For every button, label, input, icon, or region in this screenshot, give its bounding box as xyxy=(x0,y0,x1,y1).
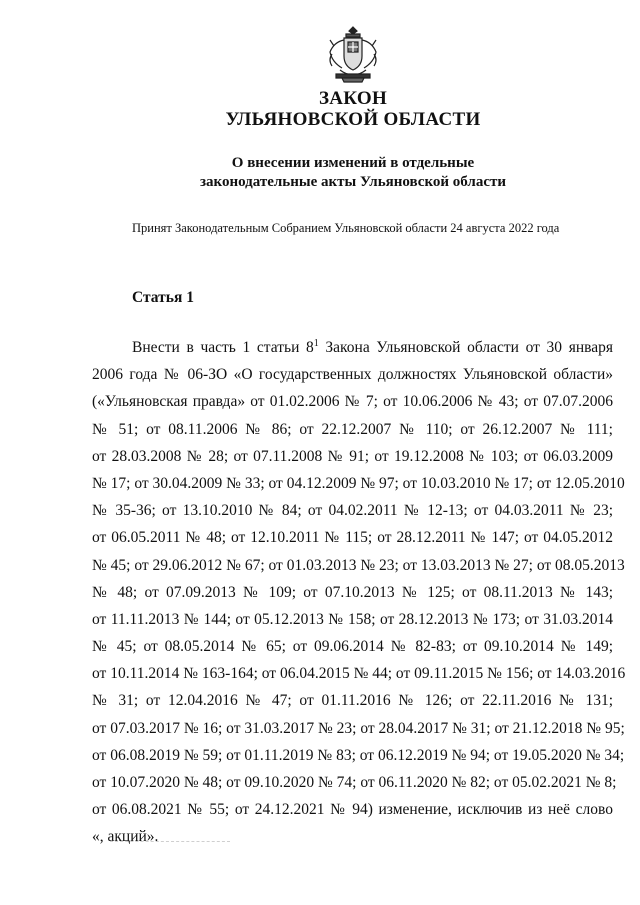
article-line: № 31; от 12.04.2016 № 47; от 01.11.2016 № 126; от 22.11.2016 № 131; xyxy=(92,692,613,710)
article-line: от 28.03.2008 № 28; от 07.11.2008 № 91; от 19.12.2008 № 103; от 06.03.2009 xyxy=(92,447,613,465)
article-line-first-end: Закона Ульяновской области от 30 января xyxy=(318,339,613,356)
article-number-superscript: 1 xyxy=(313,338,319,349)
article-line: от 06.08.2019 № 59; от 01.11.2019 № 83; от 06.12.2019 № 94; от 19.05.2020 № 34; xyxy=(92,746,625,764)
article-line: от 06.05.2011 № 48; от 12.10.2011 № 115; от 28.12.2011 № 147; от 04.05.2012 xyxy=(92,529,613,547)
adoption-statement: Принят Законодательным Собранием Ульяновской области 24 августа 2022 года xyxy=(132,221,560,235)
article-line-first-start: Внести в часть 1 статьи 8 xyxy=(132,339,314,356)
article-line: № 17; от 30.04.2009 № 33; от 04.12.2009 № 97; от 10.03.2010 № 17; от 12.05.2010 xyxy=(92,474,625,492)
article-lines xyxy=(92,365,626,827)
article-body xyxy=(92,338,626,855)
article-line: («Ульяновская правда» от 01.02.2006 № 7; от 10.06.2006 № 43; от 07.07.2006 xyxy=(92,393,613,411)
article-line: от 10.07.2020 № 48; от 09.10.2020 № 74; от 06.11.2020 № 82; от 05.02.2021 № 8; xyxy=(92,774,617,791)
law-subject-line2: законодательные акты Ульяновской области xyxy=(199,174,507,190)
article-line: от 10.11.2014 № 163-164; от 06.04.2015 № 44; от 09.11.2015 № 156; от 14.03.2016 xyxy=(92,665,626,683)
article-line: от 11.11.2013 № 144; от 05.12.2013 № 158; от 28.12.2013 № 173; от 31.03.2014 xyxy=(92,610,613,628)
article-line: № 45; от 08.05.2014 № 65; от 09.06.2014 № 82-83; от 09.10.2014 № 149; xyxy=(92,638,613,656)
article-line: № 45; от 29.06.2012 № 67; от 01.03.2013 № 23; от 13.03.2013 № 27; от 08.05.2013 xyxy=(92,556,625,574)
article-line-first xyxy=(92,338,613,365)
article-line: № 35-36; от 13.10.2010 № 84; от 04.02.2011 № 12-13; от 04.03.2011 № 23; xyxy=(92,502,613,520)
article-line-last: «, акций». xyxy=(92,828,159,846)
article-heading: Статья 1 xyxy=(132,289,194,306)
article-line: от 07.03.2017 № 16; от 31.03.2017 № 23; от 28.04.2017 № 31; от 21.12.2018 № 95; xyxy=(92,719,625,737)
law-title-line1: ЗАКОН xyxy=(318,88,388,109)
article-line: от 06.08.2021 № 55; от 24.12.2021 № 94) изменение, исключив из неё слово xyxy=(92,801,613,819)
law-subject-line1: О внесении изменений в отдельные xyxy=(231,155,475,171)
article-line: 2006 года № 06-ЗО «О государственных должностях Ульяновской области» xyxy=(92,366,613,384)
article-line: № 48; от 07.09.2013 № 109; от 07.10.2013 № 125; от 08.11.2013 № 143; xyxy=(92,583,613,601)
coat-of-arms-icon xyxy=(322,24,384,86)
law-title-line2: УЛЬЯНОВСКОЙ ОБЛАСТИ xyxy=(225,109,481,130)
article-line: № 51; от 08.11.2006 № 86; от 22.12.2007 № 110; от 26.12.2007 № 111; xyxy=(92,420,613,438)
scan-artifact-divider xyxy=(110,841,230,843)
